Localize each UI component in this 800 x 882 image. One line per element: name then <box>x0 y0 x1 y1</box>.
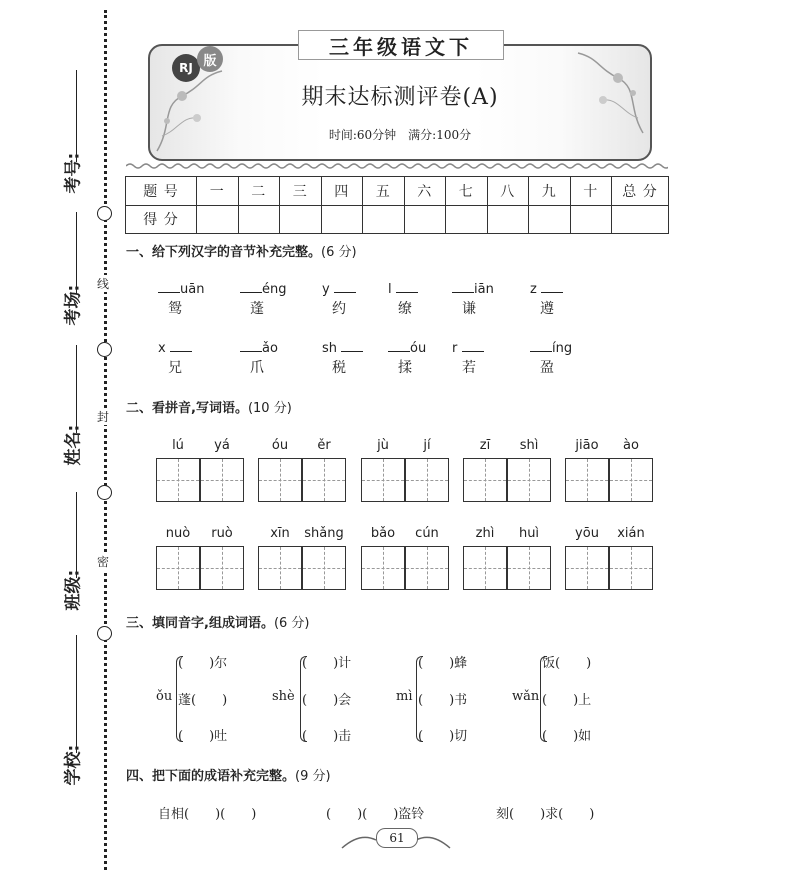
homophone-item[interactable]: 饭( ) <box>542 656 592 671</box>
score-header-cell: 六 <box>404 177 446 206</box>
syllable-blank[interactable]: íng <box>530 339 572 356</box>
homophone-pinyin: mì <box>396 689 413 704</box>
score-row-label: 得 分 <box>126 205 197 234</box>
name-field[interactable] <box>76 345 77 433</box>
writing-grid-cell[interactable] <box>156 546 200 590</box>
syllable-blank[interactable]: óu <box>388 339 426 356</box>
score-input-cell[interactable] <box>570 205 612 234</box>
score-input-cell[interactable] <box>487 205 529 234</box>
homophone-pinyin: shè <box>272 689 295 704</box>
idiom-item[interactable]: 刻( )求( ) <box>496 807 595 822</box>
homophone-item[interactable]: ( )击 <box>302 729 352 744</box>
syllable-blank[interactable]: y <box>322 280 356 297</box>
hanzi-char: 蓬 <box>250 301 264 317</box>
score-input-cell[interactable] <box>612 205 669 234</box>
exam-id-label: 考号: <box>63 152 84 194</box>
writing-grid-cell[interactable] <box>200 458 244 502</box>
homophone-item[interactable]: ( )上 <box>542 693 592 708</box>
homophone-pinyin: wǎn <box>512 689 540 704</box>
writing-grid-cell[interactable] <box>463 546 507 590</box>
syllable-blank[interactable]: éng <box>240 280 287 297</box>
homophone-pinyin: ǒu <box>156 689 173 704</box>
pinyin-label: huì <box>518 526 540 541</box>
writing-grid-cell[interactable] <box>609 458 653 502</box>
score-header-cell: 五 <box>363 177 405 206</box>
score-header-cell: 七 <box>446 177 488 206</box>
pinyin-label: jiāo <box>575 438 599 453</box>
homophone-item[interactable]: ( )会 <box>302 693 352 708</box>
hanzi-char: 鸳 <box>168 301 182 317</box>
writing-grid-cell[interactable] <box>361 458 405 502</box>
hanzi-char: 谦 <box>462 301 476 317</box>
syllable-blank[interactable]: ǎo <box>240 339 278 356</box>
homophone-item[interactable]: ( )尔 <box>178 656 228 671</box>
pinyin-label: ruò <box>211 526 233 541</box>
edition-badge: 版 <box>197 46 223 72</box>
hanzi-char: 揉 <box>398 360 412 376</box>
writing-grid-cell[interactable] <box>258 546 302 590</box>
writing-grid-cell[interactable] <box>302 458 346 502</box>
rj-badge: RJ <box>172 54 200 82</box>
writing-grid-cell[interactable] <box>565 458 609 502</box>
pinyin-label: xīn <box>270 526 290 541</box>
pinyin-label: yōu <box>575 526 599 541</box>
binding-hole <box>97 206 112 221</box>
seal-word-xian: 线 <box>92 275 114 292</box>
pinyin-label: yá <box>214 438 230 453</box>
exam-room-label: 考场: <box>63 284 84 326</box>
homophone-item[interactable]: ( )蜂 <box>418 656 468 671</box>
writing-grid-cell[interactable] <box>565 546 609 590</box>
seal-word-mi: 密 <box>92 553 114 570</box>
score-table <box>125 176 669 234</box>
exam-title: 期末达标测评卷(A) <box>301 85 499 110</box>
hanzi-char: 约 <box>332 301 346 317</box>
hanzi-char: 遵 <box>540 301 554 317</box>
syllable-blank[interactable]: x <box>158 339 192 356</box>
writing-grid-cell[interactable] <box>258 458 302 502</box>
exam-room-field[interactable] <box>76 212 77 294</box>
score-header-cell: 二 <box>238 177 280 206</box>
score-input-cell[interactable] <box>197 205 239 234</box>
exam-info: 时间:60分钟 满分:100分 <box>328 128 472 142</box>
writing-grid-cell[interactable] <box>507 546 551 590</box>
writing-grid-cell[interactable] <box>609 546 653 590</box>
seal-word-feng: 封 <box>92 408 114 425</box>
hanzi-char: 若 <box>462 360 476 376</box>
score-header-cell: 九 <box>529 177 571 206</box>
binding-hole <box>97 342 112 357</box>
pinyin-label: ěr <box>317 438 331 453</box>
homophone-item[interactable]: ( )计 <box>302 656 352 671</box>
score-input-cell[interactable] <box>321 205 363 234</box>
writing-grid-cell[interactable] <box>405 546 449 590</box>
syllable-blank[interactable]: sh <box>322 339 363 356</box>
pinyin-label: nuò <box>165 526 191 541</box>
exam-id-field[interactable] <box>76 70 77 162</box>
syllable-blank[interactable]: z <box>530 280 563 297</box>
page-number: 61 <box>376 828 418 848</box>
homophone-item[interactable]: ( )书 <box>418 693 468 708</box>
syllable-blank[interactable]: iān <box>452 280 494 297</box>
homophone-item[interactable]: ( )吐 <box>178 729 228 744</box>
idiom-item[interactable]: ( )( )盗铃 <box>326 807 425 822</box>
section3-title: 三、填同音字,组成词语。(6 分) <box>126 616 310 631</box>
name-label: 姓名: <box>63 424 84 466</box>
pinyin-label: jù <box>377 438 389 453</box>
school-field[interactable] <box>76 635 77 753</box>
homophone-item[interactable]: ( )如 <box>542 729 592 744</box>
score-input-cell[interactable] <box>363 205 405 234</box>
pinyin-label: shì <box>519 438 539 453</box>
section4-title: 四、把下面的成语补充完整。(9 分) <box>126 769 331 784</box>
score-input-cell[interactable] <box>529 205 571 234</box>
hanzi-char: 兄 <box>168 360 182 376</box>
subject-banner: 三年级语文下 <box>298 30 504 60</box>
hanzi-char: 盈 <box>540 360 554 376</box>
section1-title: 一、给下列汉字的音节补充完整。(6 分) <box>126 245 357 260</box>
score-input-cell[interactable] <box>238 205 280 234</box>
pinyin-label: lú <box>172 438 184 453</box>
writing-grid-cell[interactable] <box>405 458 449 502</box>
score-header-cell: 题 号 <box>126 177 197 206</box>
homophone-item[interactable]: 蓬( ) <box>178 693 228 708</box>
idiom-item[interactable]: 自相( )( ) <box>158 807 257 822</box>
hanzi-char: 缭 <box>398 301 412 317</box>
syllable-blank[interactable]: uān <box>158 280 204 297</box>
class-label: 班级: <box>63 569 84 611</box>
syllable-blank[interactable]: r <box>452 339 484 356</box>
score-input-cell[interactable] <box>446 205 488 234</box>
pinyin-label: zhì <box>475 526 495 541</box>
writing-grid-cell[interactable] <box>200 546 244 590</box>
pinyin-label: ào <box>623 438 639 453</box>
binding-hole <box>97 626 112 641</box>
homophone-item[interactable]: ( )切 <box>418 729 468 744</box>
score-header-cell: 总 分 <box>612 177 669 206</box>
wavy-divider <box>126 162 668 170</box>
pinyin-label: shǎng <box>304 526 344 541</box>
section2-title: 二、看拼音,写词语。(10 分) <box>126 401 292 416</box>
score-header-cell: 三 <box>280 177 322 206</box>
hanzi-char: 爪 <box>250 360 264 376</box>
writing-grid-cell[interactable] <box>156 458 200 502</box>
writing-grid-cell[interactable] <box>463 458 507 502</box>
score-header-cell: 十 <box>570 177 612 206</box>
pinyin-label: cún <box>415 526 439 541</box>
writing-grid-cell[interactable] <box>507 458 551 502</box>
score-input-cell[interactable] <box>404 205 446 234</box>
binding-hole <box>97 485 112 500</box>
pinyin-label: jí <box>423 438 431 453</box>
pinyin-label: bǎo <box>370 526 396 541</box>
school-label: 学校: <box>63 744 84 786</box>
syllable-blank[interactable]: l <box>388 280 418 297</box>
binding-dotted-line <box>104 10 107 870</box>
score-header-cell: 八 <box>487 177 529 206</box>
pinyin-label: xián <box>617 526 645 541</box>
pinyin-label: óu <box>271 438 289 453</box>
score-header-cell: 一 <box>197 177 239 206</box>
hanzi-char: 税 <box>332 360 346 376</box>
score-input-cell[interactable] <box>280 205 322 234</box>
score-header-cell: 四 <box>321 177 363 206</box>
writing-grid-cell[interactable] <box>302 546 346 590</box>
writing-grid-cell[interactable] <box>361 546 405 590</box>
class-field[interactable] <box>76 492 77 578</box>
pinyin-label: zī <box>479 438 491 453</box>
